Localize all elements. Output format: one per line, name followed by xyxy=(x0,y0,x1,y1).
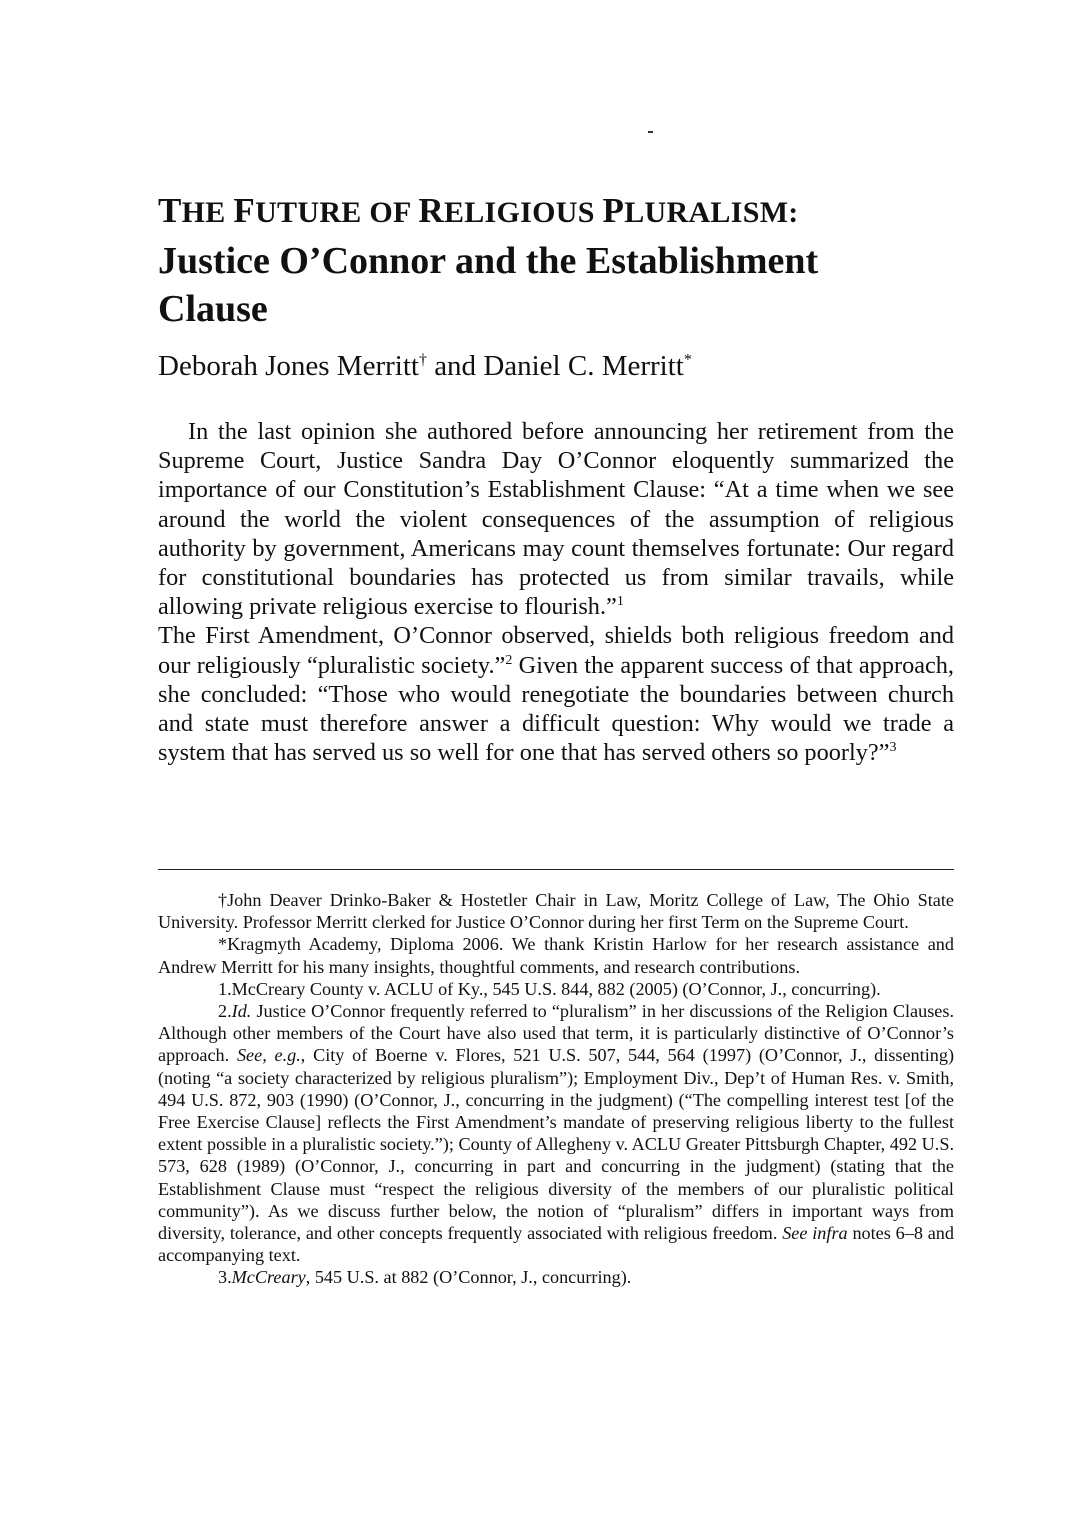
footnote-1: 1.McCreary County v. ACLU of Ky., 545 U.S. 844, 882 (2005) (O’Connor, J., concurring). xyxy=(218,978,881,999)
paragraph-1: In the last opinion she authored before announcing her retirement from the Supreme Court, Justice Sandra Day O’Connor eloquently summarized the importance of our Constitution’s Establishment Clause: “At a time when we see around the world the violent consequences of the assumption of religious authority by government, Americans may count themselves fortunate: Our regard for constitutional boundaries has protected us from similar travails, while allowing private religious exercise to flourish.”$^1$ xyxy=(158,418,954,621)
footnotes xyxy=(158,889,954,1289)
title-line-3: Clause xyxy=(158,288,268,330)
article-title xyxy=(158,187,958,333)
paragraph-2: The First Amendment, O’Connor observed, shields both religious freedom and our religiously “pluralistic society.”$^2$ Given the apparent success of that approach, she concluded: “Those who would renegotiate the boundaries between church and state must therefore answer a difficult question: Why would we trade a system that has served us so well for one that has served others so poorly?”$^3$ xyxy=(158,622,955,767)
author-1: Deborah Jones Merritt xyxy=(158,350,419,382)
title-line-1: THE FUTURE OF RELIGIOUS PLURALISM: xyxy=(158,191,799,230)
author-2: Daniel C. Merritt xyxy=(483,350,684,382)
title-line-2: Justice O’Connor and the Establishment xyxy=(158,240,819,282)
author-byline: Deborah Jones Merritt† and Daniel C. Merritt* xyxy=(158,350,692,382)
footnote-3: 3.McCreary, 545 U.S. at 882 (O’Connor, J., concurring). xyxy=(218,1267,632,1288)
body-text xyxy=(158,417,954,767)
footnote-2: 2.Id. Justice O’Connor frequently referred to “pluralism” in her discussions of the Religion Clauses. Although other members of the Court have also used that term, it is particularly distinctive of O’Connor’s approach. See, e.g., City of Boerne v. Flores, 521 U.S. 507, 544, 564 (1997) (O’Connor, J., dissenting) (noting “a society characterized by religious pluralism”); Employment Div., Dep’t of Human Res. v. Smith, 494 U.S. 872, 903 (1990) (O’Connor, J., concurring in the judgment) (“The compelling interest test [of the Free Exercise Clause] reflects the First Amendment’s mandate of preserving religious liberty to the fullest extent possible in a pluralistic society.”); County of Allegheny v. ACLU Greater Pittsburgh Chapter, 492 U.S. 573, 628 (1989) (O’Connor, J., concurring in part and concurring in the judgment) (stating that the Establishment Clause must “respect the religious diversity of the members of our pluralistic political community”). As we discuss further below, the notion of “pluralism” differs in important ways from diversity, tolerance, and other concepts frequently associated with religious freedom. See infra notes 6–8 and accompanying text. xyxy=(158,1001,954,1266)
footnote-divider xyxy=(158,869,954,870)
footnote-ref-3[interactable]: 3 xyxy=(889,740,897,756)
footnote-star: *Kragmyth Academy, Diploma 2006. We thank Kristin Harlow for her research assistance and Andrew Merritt for his many insights, thoughtful comments, and research contributions. xyxy=(158,934,954,977)
footnote-ref-1[interactable]: 1 xyxy=(616,594,624,610)
footnote-ref-2[interactable]: 2 xyxy=(505,652,513,668)
footnote-dagger: †John Deaver Drinko-Baker & Hostetler Chair in Law, Moritz College of Law, The Ohio State University. Professor Merritt clerked for Justice O’Connor during her first Term on the Supreme Court. xyxy=(158,890,954,933)
dagger-mark: † xyxy=(418,351,427,369)
stray-mark xyxy=(648,131,653,133)
star-mark: * xyxy=(683,351,692,369)
